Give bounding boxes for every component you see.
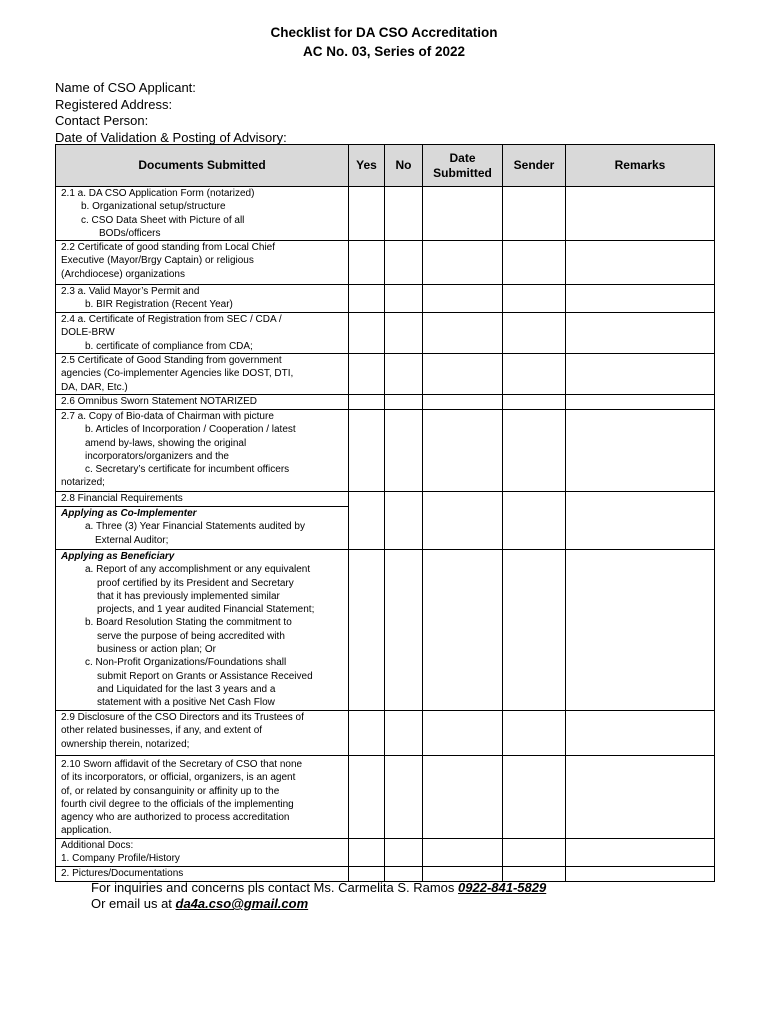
- remarks-cell[interactable]: [566, 710, 715, 755]
- doc-cell-2-9: 2.9 Disclosure of the CSO Directors and its Trustees of other related businesses, if any, and extent of ownership therein, notarized;: [56, 710, 349, 755]
- date-cell[interactable]: [423, 313, 503, 354]
- date-cell[interactable]: [423, 838, 503, 866]
- table-row: [56, 313, 715, 354]
- yes-cell[interactable]: [349, 409, 385, 491]
- col-documents-submitted: Documents Submitted: [56, 145, 349, 187]
- remarks-cell[interactable]: [566, 491, 715, 549]
- doc-cell-2-6: 2.6 Omnibus Sworn Statement NOTARIZED: [56, 394, 349, 409]
- table-row: [56, 187, 715, 241]
- date-cell[interactable]: [423, 187, 503, 241]
- date-cell[interactable]: [423, 710, 503, 755]
- date-cell[interactable]: [423, 866, 503, 881]
- sender-cell[interactable]: [503, 241, 566, 285]
- date-cell[interactable]: [423, 755, 503, 838]
- col-sender: Sender: [503, 145, 566, 187]
- sender-cell[interactable]: [503, 755, 566, 838]
- no-cell[interactable]: [385, 187, 423, 241]
- col-remarks: Remarks: [566, 145, 715, 187]
- col-date-submitted: Date Submitted: [423, 145, 503, 187]
- applicant-fields: [55, 80, 287, 146]
- no-cell[interactable]: [385, 549, 423, 710]
- sender-cell[interactable]: [503, 866, 566, 881]
- no-cell[interactable]: [385, 755, 423, 838]
- sender-cell[interactable]: [503, 313, 566, 354]
- no-cell[interactable]: [385, 394, 423, 409]
- table-row: [56, 241, 715, 285]
- date-cell[interactable]: [423, 394, 503, 409]
- no-cell[interactable]: [385, 354, 423, 395]
- yes-cell[interactable]: [349, 866, 385, 881]
- field-name-of-cso: Name of CSO Applicant:: [55, 80, 196, 95]
- table-row: [56, 491, 715, 506]
- remarks-cell[interactable]: [566, 187, 715, 241]
- table-row: [56, 285, 715, 313]
- doc-cell-additional: Additional Docs: 1. Company Profile/History: [56, 838, 349, 866]
- yes-cell[interactable]: [349, 354, 385, 395]
- field-registered-address: Registered Address:: [55, 96, 173, 112]
- date-cell[interactable]: [423, 241, 503, 285]
- date-cell[interactable]: [423, 409, 503, 491]
- doc-cell-2-7: 2.7 a. Copy of Bio-data of Chairman with picture b. Articles of Incorporation / Cooperation / latest amend by-laws, showing the original incorporators/organizers and the c. Secretary’s certificate for incumbent officers notarized;: [56, 409, 349, 491]
- date-cell[interactable]: [423, 285, 503, 313]
- table-row: [56, 409, 715, 491]
- field-contact-person: Contact Person:: [55, 113, 149, 128]
- remarks-cell[interactable]: [566, 549, 715, 710]
- no-cell[interactable]: [385, 866, 423, 881]
- no-cell[interactable]: [385, 710, 423, 755]
- remarks-cell[interactable]: [566, 409, 715, 491]
- doc-cell-beneficiary: Applying as Beneficiary a. Report of any accomplishment or any equivalent proof certified by its President and Secretary that it has previously implemented similar projects, and 1 year audited Financial Statement; b. Board Resolution Stating the commitment to serve the purpose of being accredited with business or action plan; Or c. Non-Profit Organizations/Foundations shall submit Report on Grants or Assistance Received and Liquidated for the last 3 years and a statement with a positive Net Cash Flow: [56, 549, 349, 710]
- no-cell[interactable]: [385, 241, 423, 285]
- no-cell[interactable]: [385, 285, 423, 313]
- page-title: Checklist for DA CSO Accreditation: [270, 25, 498, 40]
- yes-cell[interactable]: [349, 394, 385, 409]
- sender-cell[interactable]: [503, 549, 566, 710]
- table-row: [56, 549, 715, 710]
- yes-cell[interactable]: [349, 710, 385, 755]
- email-link[interactable]: da4a.cso@gmail.com: [175, 896, 309, 911]
- remarks-cell[interactable]: [566, 866, 715, 881]
- no-cell[interactable]: [385, 409, 423, 491]
- table-row: [56, 838, 715, 866]
- sender-cell[interactable]: [503, 838, 566, 866]
- field-date-of-validation: Date of Validation & Posting of Advisory:: [55, 129, 287, 145]
- col-no: No: [385, 145, 423, 187]
- doc-cell-pictures: 2. Pictures/Documentations: [56, 866, 349, 881]
- footer-email: Or email us at da4a.cso@gmail.com: [91, 896, 309, 911]
- footer-contact: For inquiries and concerns pls contact Ms. Carmelita S. Ramos 0922-841-5829: [91, 880, 547, 895]
- phone-link[interactable]: 0922-841-5829: [458, 880, 547, 895]
- doc-cell-co-implementer: Applying as Co-Implementer a. Three (3) Year Financial Statements audited by External Auditor;: [56, 506, 349, 549]
- remarks-cell[interactable]: [566, 394, 715, 409]
- remarks-cell[interactable]: [566, 285, 715, 313]
- sender-cell[interactable]: [503, 285, 566, 313]
- table-row: [56, 866, 715, 881]
- page-subtitle: AC No. 03, Series of 2022: [302, 44, 466, 59]
- no-cell[interactable]: [385, 838, 423, 866]
- yes-cell[interactable]: [349, 313, 385, 354]
- remarks-cell[interactable]: [566, 838, 715, 866]
- yes-cell[interactable]: [349, 241, 385, 285]
- sender-cell[interactable]: [503, 491, 566, 549]
- sender-cell[interactable]: [503, 354, 566, 395]
- table-row: [56, 354, 715, 395]
- date-cell[interactable]: [423, 354, 503, 395]
- table-row: [56, 710, 715, 755]
- sender-cell[interactable]: [503, 409, 566, 491]
- no-cell[interactable]: [385, 313, 423, 354]
- doc-cell-2-5: 2.5 Certificate of Good Standing from government agencies (Co-implementer Agencies like DOST, DTI, DA, DAR, Etc.): [56, 354, 349, 395]
- yes-cell[interactable]: [349, 187, 385, 241]
- doc-cell-2-10: 2.10 Sworn affidavit of the Secretary of CSO that none of its incorporators, or official, organizers, is an agent of, or related by consanguinity or affinity up to the fourth civil degree to the officials of the implementing agency who are authorized to process accreditation application.: [56, 755, 349, 838]
- yes-cell[interactable]: [349, 491, 385, 549]
- sender-cell[interactable]: [503, 710, 566, 755]
- table-row: [56, 755, 715, 838]
- date-cell[interactable]: [423, 491, 503, 549]
- yes-cell[interactable]: [349, 755, 385, 838]
- no-cell[interactable]: [385, 491, 423, 549]
- yes-cell[interactable]: [349, 549, 385, 710]
- remarks-cell[interactable]: [566, 313, 715, 354]
- sender-cell[interactable]: [503, 187, 566, 241]
- date-cell[interactable]: [423, 549, 503, 710]
- remarks-cell[interactable]: [566, 354, 715, 395]
- doc-cell-2-1: 2.1 a. DA CSO Application Form (notarized) b. Organizational setup/structure c. CSO Data Sheet with Picture of all BODs/officers: [56, 187, 349, 241]
- remarks-cell[interactable]: [566, 755, 715, 838]
- table-header-row: [56, 145, 715, 187]
- table-row: [56, 394, 715, 409]
- doc-cell-2-8: 2.8 Financial Requirements: [56, 491, 349, 506]
- doc-cell-2-2: 2.2 Certificate of good standing from Local Chief Executive (Mayor/Brgy Captain) or religious (Archdiocese) organizations: [56, 241, 349, 285]
- col-yes: Yes: [349, 145, 385, 187]
- sender-cell[interactable]: [503, 394, 566, 409]
- yes-cell[interactable]: [349, 285, 385, 313]
- doc-cell-2-4: 2.4 a. Certificate of Registration from SEC / CDA / DOLE-BRW b. certificate of compliance from CDA;: [56, 313, 349, 354]
- yes-cell[interactable]: [349, 838, 385, 866]
- doc-cell-2-3: 2.3 a. Valid Mayor’s Permit and b. BIR Registration (Recent Year): [56, 285, 349, 313]
- remarks-cell[interactable]: [566, 241, 715, 285]
- checklist-table: [55, 144, 715, 882]
